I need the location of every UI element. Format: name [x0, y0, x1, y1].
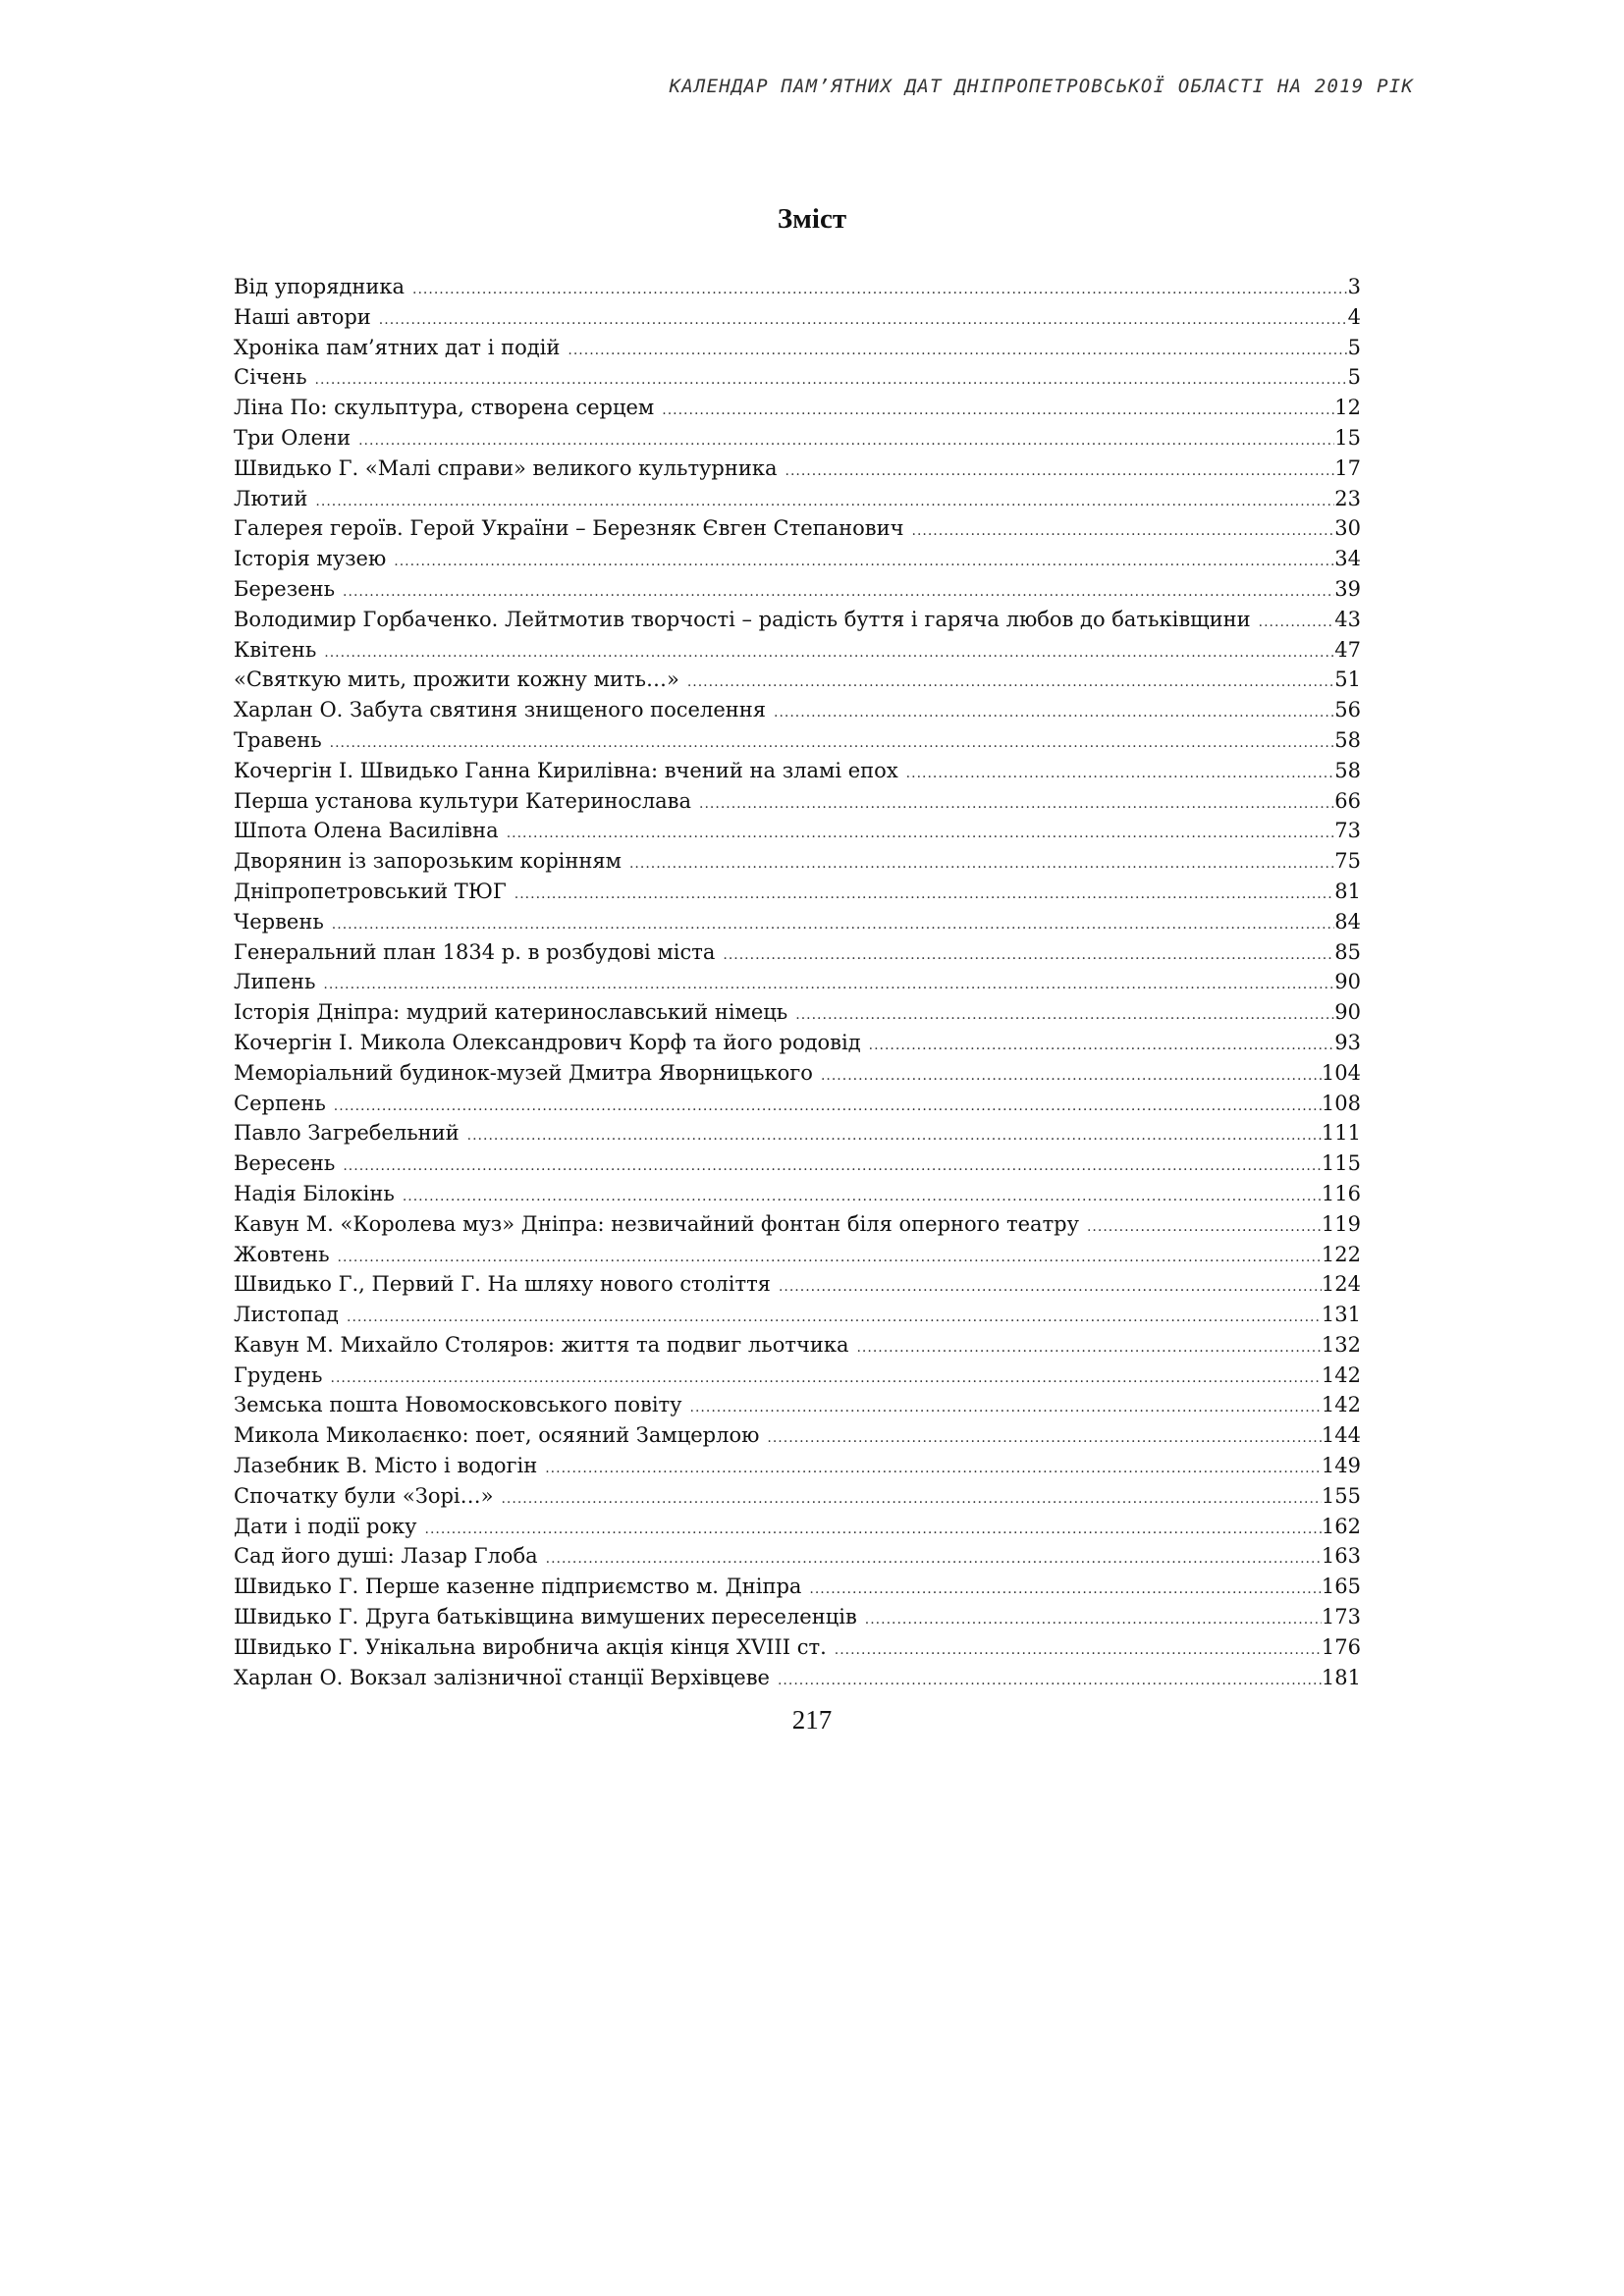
toc-entry-title: Серпень — [234, 1091, 326, 1115]
toc-entry-title: Грудень — [234, 1362, 323, 1387]
toc-entry — [234, 816, 1361, 846]
toc-entry — [234, 695, 1361, 725]
toc-entry — [234, 967, 1361, 997]
toc-entry-page: 116 — [1321, 1181, 1361, 1205]
page-number: 217 — [791, 1705, 833, 1735]
toc-entry — [234, 1512, 1361, 1542]
dot-leader — [795, 1000, 1334, 1028]
dot-leader — [906, 759, 1335, 786]
toc-entry-title: Липень — [234, 970, 316, 994]
toc-entry — [234, 1451, 1361, 1481]
dot-leader — [425, 1515, 1322, 1542]
toc-entry-page: 39 — [1334, 576, 1361, 601]
dot-leader — [412, 275, 1347, 302]
toc-entry-page: 3 — [1347, 275, 1361, 298]
toc-entry-title: Спочатку були «Зорі…» — [234, 1483, 494, 1508]
toc-entry-title: Швидько Г. Унікальна виробнича акція кінця XVIII ст. — [234, 1634, 827, 1659]
toc-entry — [234, 1632, 1361, 1663]
toc-entry-title: Дніпропетровський ТЮГ — [234, 879, 507, 903]
toc-entry-title: Меморіальний будинок-музей Дмитра Яворницького — [234, 1060, 813, 1085]
dot-leader — [1087, 1212, 1322, 1240]
toc-entry-title: Три Олени — [234, 425, 352, 450]
toc-entry-page: 43 — [1334, 607, 1361, 631]
toc-entry-title: Листопад — [234, 1303, 339, 1327]
dot-leader — [912, 516, 1335, 544]
toc-entry-title: Кочергін І. Микола Олександрович Корф та його родовід — [234, 1030, 861, 1054]
toc-entry-page: 162 — [1321, 1514, 1361, 1538]
toc-entry — [234, 454, 1361, 484]
toc-entry-page: 90 — [1334, 970, 1361, 994]
toc-entry — [234, 393, 1361, 423]
toc-entry-page: 56 — [1334, 698, 1361, 722]
toc-entry-title: Харлан О. Забута святиня знищеного поселення — [234, 698, 766, 722]
toc-entry — [234, 1058, 1361, 1089]
toc-entry-title: Швидько Г. «Малі справи» великого культурника — [234, 455, 778, 480]
toc-entry-title: Ліна По: скульптура, створена серцем — [234, 396, 655, 420]
toc-entry-page: 4 — [1347, 304, 1361, 329]
toc-entry-page: 5 — [1347, 335, 1361, 359]
toc-entry-title: Надія Білокінь — [234, 1181, 395, 1205]
dot-leader — [338, 1243, 1322, 1270]
toc-entry-title: Історія Дніпра: мудрий катеринославський німець — [234, 1000, 788, 1025]
toc-entry-page: 142 — [1321, 1393, 1361, 1417]
toc-entry — [234, 1148, 1361, 1179]
toc-entry — [234, 635, 1361, 666]
dot-leader — [568, 336, 1347, 363]
toc-entry-title: «Святкую мить, прожити кожну мить…» — [234, 667, 679, 692]
dot-leader — [545, 1454, 1322, 1481]
table-of-contents — [234, 272, 1361, 1692]
dot-leader — [809, 1575, 1322, 1602]
dot-leader — [821, 1061, 1322, 1089]
toc-entry-title: Харлан О. Вокзал залізничної станції Верхівцеве — [234, 1665, 770, 1689]
toc-entry — [234, 877, 1361, 907]
dot-leader — [331, 1363, 1322, 1391]
toc-entry — [234, 513, 1361, 544]
toc-entry-title: Дворянин із запорозьким корінням — [234, 849, 622, 874]
dot-leader — [869, 1031, 1335, 1058]
toc-entry-page: 84 — [1334, 909, 1361, 934]
dot-leader — [334, 1092, 1322, 1119]
dot-leader — [379, 305, 1347, 333]
toc-entry — [234, 1118, 1361, 1148]
dot-leader — [687, 667, 1334, 695]
toc-entry — [234, 1089, 1361, 1119]
dot-leader — [699, 789, 1334, 817]
toc-entry — [234, 544, 1361, 574]
toc-entry-page: 17 — [1334, 455, 1361, 480]
toc-entry-title: Павло Загребельний — [234, 1121, 460, 1146]
toc-entry — [234, 302, 1361, 333]
toc-entry-page: 85 — [1334, 939, 1361, 964]
toc-entry-page: 58 — [1334, 727, 1361, 752]
toc-entry-page: 165 — [1321, 1575, 1361, 1599]
toc-entry — [234, 1361, 1361, 1391]
toc-entry-page: 5 — [1347, 365, 1361, 390]
toc-entry-title: Жовтень — [234, 1242, 330, 1266]
toc-entry-title: Володимир Горбаченко. Лейтмотив творчості – радість буття і гаряча любов до батьківщини — [234, 607, 1251, 631]
toc-entry-page: 12 — [1334, 396, 1361, 420]
toc-entry — [234, 272, 1361, 302]
dot-leader — [835, 1635, 1322, 1663]
toc-entry — [234, 1602, 1361, 1632]
toc-entry — [234, 1240, 1361, 1270]
toc-entry-title: Червень — [234, 909, 324, 934]
toc-entry-page: 144 — [1321, 1423, 1361, 1448]
toc-entry-title: Шпота Олена Василівна — [234, 819, 499, 843]
toc-entry-title: Травень — [234, 727, 322, 752]
toc-entry — [234, 605, 1361, 635]
dot-leader — [315, 487, 1334, 514]
toc-entry-page: 93 — [1334, 1030, 1361, 1054]
toc-entry — [234, 1209, 1361, 1240]
toc-entry-title: Кавун М. «Королева муз» Дніпра: незвичайний фонтан біля оперного театру — [234, 1211, 1079, 1236]
toc-entry — [234, 907, 1361, 937]
dot-leader — [467, 1121, 1322, 1148]
toc-entry-page: 23 — [1334, 486, 1361, 510]
toc-entry-page: 149 — [1321, 1454, 1361, 1478]
toc-entry-page: 142 — [1321, 1362, 1361, 1387]
dot-leader — [347, 1303, 1322, 1330]
dot-leader — [332, 910, 1334, 937]
toc-entry-page: 90 — [1334, 1000, 1361, 1025]
dot-leader — [394, 547, 1334, 574]
dot-leader — [514, 880, 1334, 907]
dot-leader — [785, 456, 1335, 484]
toc-entry-title: Березень — [234, 576, 336, 601]
page-title: Зміст — [777, 203, 847, 235]
toc-entry-page: 176 — [1321, 1634, 1361, 1659]
dot-leader — [662, 396, 1334, 423]
dot-leader — [767, 1423, 1322, 1451]
toc-entry-title: Лазебник В. Місто і водогін — [234, 1454, 538, 1478]
toc-entry-title: Січень — [234, 365, 307, 390]
toc-entry-page: 122 — [1321, 1242, 1361, 1266]
toc-entry — [234, 333, 1361, 363]
toc-entry-title: Дати і події року — [234, 1514, 417, 1538]
toc-entry — [234, 1481, 1361, 1512]
toc-entry — [234, 1572, 1361, 1602]
toc-entry-title: Від упорядника — [234, 275, 406, 298]
toc-entry — [234, 1541, 1361, 1572]
dot-leader — [323, 970, 1334, 997]
dot-leader — [507, 819, 1335, 846]
running-header: КАЛЕНДАР ПАМ’ЯТНИХ ДАТ ДНІПРОПЕТРОВСЬКОЇ ОБЛАСТІ НА 2019 РІК — [669, 76, 1414, 97]
toc-entry — [234, 362, 1361, 393]
toc-entry — [234, 1179, 1361, 1209]
toc-entry-title: Квітень — [234, 637, 317, 662]
toc-entry-page: 115 — [1321, 1151, 1361, 1176]
dot-leader — [778, 1666, 1322, 1693]
toc-entry — [234, 725, 1361, 756]
dot-leader — [343, 1151, 1322, 1179]
toc-entry-page: 58 — [1334, 758, 1361, 782]
toc-entry — [234, 1028, 1361, 1058]
toc-entry-title: Микола Миколаєнко: поет, осяяний Замцерлою — [234, 1423, 760, 1448]
dot-leader — [856, 1333, 1321, 1361]
toc-entry-title: Галерея героїв. Герой України – Березняк Євген Степанович — [234, 516, 904, 541]
toc-entry-title: Сад його душі: Лазар Глоба — [234, 1544, 538, 1569]
toc-entry-page: 119 — [1321, 1211, 1361, 1236]
toc-entry-title: Історія музею — [234, 547, 387, 571]
toc-entry-title: Швидько Г., Первий Г. На шляху нового століття — [234, 1272, 771, 1297]
dot-leader — [779, 1272, 1322, 1300]
toc-entry-page: 173 — [1321, 1605, 1361, 1629]
toc-entry-page: 15 — [1334, 425, 1361, 450]
toc-entry-title: Наші автори — [234, 304, 371, 329]
dot-leader — [324, 638, 1334, 666]
toc-entry-title: Кочергін І. Швидько Ганна Кирилівна: вчений на зламі епох — [234, 758, 898, 782]
toc-entry-title: Земська пошта Новомосковського повіту — [234, 1393, 682, 1417]
toc-entry-title: Лютий — [234, 486, 308, 510]
toc-entry — [234, 937, 1361, 968]
toc-entry-page: 51 — [1334, 667, 1361, 692]
toc-entry — [234, 665, 1361, 695]
toc-entry — [234, 1330, 1361, 1361]
toc-entry-page: 73 — [1334, 819, 1361, 843]
toc-entry-page: 132 — [1321, 1332, 1361, 1357]
dot-leader — [330, 728, 1335, 756]
toc-entry-page: 124 — [1321, 1272, 1361, 1297]
dot-leader — [343, 577, 1334, 605]
toc-entry-page: 131 — [1321, 1303, 1361, 1327]
toc-entry-page: 75 — [1334, 849, 1361, 874]
toc-entry — [234, 574, 1361, 605]
toc-entry-page: 163 — [1321, 1544, 1361, 1569]
toc-entry — [234, 484, 1361, 514]
toc-entry — [234, 997, 1361, 1028]
dot-leader — [1259, 608, 1335, 635]
toc-entry-page: 66 — [1334, 788, 1361, 813]
dot-leader — [690, 1393, 1322, 1420]
toc-entry — [234, 1269, 1361, 1300]
toc-entry — [234, 1300, 1361, 1330]
toc-entry-page: 47 — [1334, 637, 1361, 662]
toc-entry-page: 111 — [1321, 1121, 1361, 1146]
toc-entry-title: Вересень — [234, 1151, 336, 1176]
dot-leader — [358, 426, 1334, 454]
toc-entry — [234, 1420, 1361, 1451]
toc-entry — [234, 846, 1361, 877]
toc-entry-title: Хроніка пам’ятних дат і подій — [234, 335, 561, 359]
toc-entry-page: 104 — [1321, 1060, 1361, 1085]
dot-leader — [774, 698, 1334, 725]
dot-leader — [629, 849, 1334, 877]
toc-entry-page: 81 — [1334, 879, 1361, 903]
toc-entry — [234, 423, 1361, 454]
toc-entry — [234, 1390, 1361, 1420]
toc-entry-title: Кавун М. Михайло Столяров: життя та подвиг льотчика — [234, 1332, 849, 1357]
toc-entry-title: Швидько Г. Друга батьківщина вимушених переселенців — [234, 1605, 857, 1629]
toc-entry-page: 30 — [1334, 516, 1361, 541]
dot-leader — [403, 1182, 1322, 1209]
dot-leader — [546, 1544, 1322, 1572]
toc-entry — [234, 1663, 1361, 1693]
dot-leader — [501, 1484, 1321, 1512]
toc-entry-page: 181 — [1321, 1665, 1361, 1689]
dot-leader — [865, 1605, 1322, 1632]
toc-entry — [234, 786, 1361, 817]
toc-entry-page: 34 — [1334, 547, 1361, 571]
toc-entry-title: Генеральний план 1834 р. в розбудові міста — [234, 939, 716, 964]
toc-entry — [234, 756, 1361, 786]
toc-entry-title: Швидько Г. Перше казенне підприємство м. Дніпра — [234, 1575, 802, 1599]
toc-entry-title: Перша установа культури Катеринослава — [234, 788, 692, 813]
dot-leader — [723, 940, 1334, 968]
toc-entry-page: 108 — [1321, 1091, 1361, 1115]
toc-entry-page: 155 — [1321, 1483, 1361, 1508]
dot-leader — [315, 365, 1347, 393]
